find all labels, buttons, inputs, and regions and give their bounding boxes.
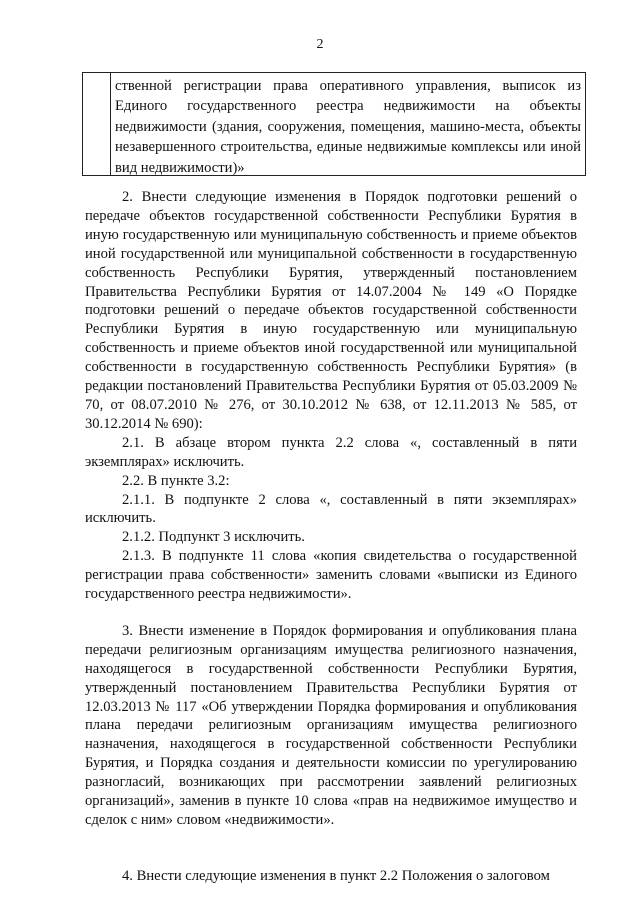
- paragraph-2-1-2: 2.1.2. Подпункт 3 исключить.: [122, 529, 305, 546]
- paragraph-2-1: 2.1. В абзаце втором пункта 2.2 слова «, составленный в пяти экземплярах» исключить.: [85, 434, 577, 470]
- paragraph-2-2-1: 2.1.1. В подпункте 2 слова «, составленный в пяти экземплярах» исключить.: [85, 491, 577, 527]
- table-left-column: [83, 73, 111, 175]
- document-body: [85, 188, 577, 886]
- paragraph-3: 3. Внести изменение в Порядок формирования и опубликования плана передачи религиозным организациям имущества религиозного назначения, находящегося в государственной собственности Республики Бурятия, утвержденный постановлением Правительства Республики Бурятия от 12.03.2013 № 117 «Об утверждении Порядка формирования и опубликования плана передачи религиозным организациям имущества религиозного назначения, находящегося в государственной собственности Республики Бурятия, и Порядка создания и деятельности комиссии по урегулированию разногласий, возникающих при рассмотрении заявлений религиозных организаций», заменив в пункте 10 слова «прав на недвижимое имущество и сделок с ним» словом «недвижимости».: [85, 622, 577, 828]
- paragraph-2-1-3: 2.1.3. В подпункте 11 слова «копия свидетельства о государственной регистрации права собственности» заменить словами «выписки из Единого государственного реестра недвижимости».: [85, 548, 577, 603]
- paragraph-2: 2. Внести следующие изменения в Порядок подготовки решений о передаче объектов государственной собственности Республики Бурятия в иную государственную или муниципальную собственность и приеме объектов иной государственной или муниципальной собственности в государственную собственность Республики Бурятия, утвержденный постановлением Правительства Республики Бурятия от 14.07.2004 № 149 «О Порядке подготовки решений о передаче объектов государственной собственности Республики Бурятия в иную государственную или муниципальную собственность и приеме объектов иной государственной или муниципальной собственности в государственную собственность Республики Бурятия» (в редакции постановлений Правительства Республики Бурятия от 05.03.2009 № 70, от 08.07.2010 № 276, от 30.10.2012 № 638, от 12.11.2013 № 585, от 30.12.2014 № 690):: [85, 189, 577, 432]
- paragraph-4: 4. Внести следующие изменения в пункт 2.2 Положения о залоговом: [122, 867, 550, 884]
- paragraph-2-2: 2.2. В пункте 3.2:: [122, 472, 230, 489]
- paragraph-spacer: [85, 604, 577, 622]
- table-fragment: [82, 72, 586, 176]
- table-cell-text: ственной регистрации права оперативного управления, выписок из Единого государственного реестра недвижимости на объекты недвижимости (здания, сооружения, помещения, машино-места, объекты незавершенного строительства, единые недвижимые комплексы или иной вид недвижимости)»: [115, 78, 581, 176]
- paragraph-spacer: [85, 830, 577, 867]
- page-number: 2: [316, 37, 324, 52]
